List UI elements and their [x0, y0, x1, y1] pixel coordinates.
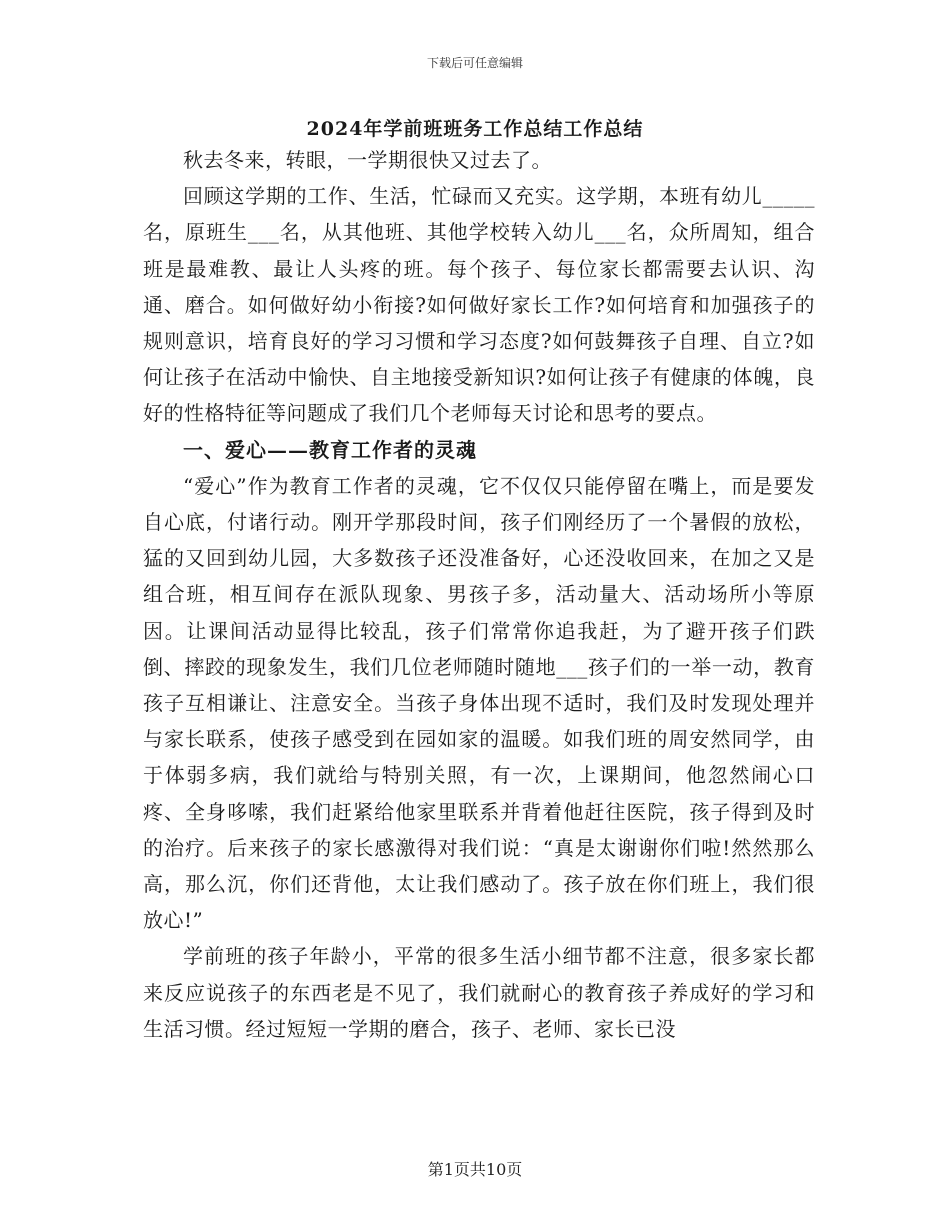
paragraph-intro: 秋去冬来，转眼，一学期很快又过去了。	[183, 148, 552, 172]
paragraph-habits: 学前班的孩子年龄小，平常的很多生活小细节都不注意，很多家长都来反应说孩子的东西老是不见了，我们就耐心的教育孩子养成好的学习和生活习惯。经过短短一学期的磨合，孩子、老师、家长已没	[143, 944, 815, 1041]
document-title: 2024年学前班班务工作总结工作总结	[306, 118, 644, 140]
paragraph-love: “爱心”作为教育工作者的灵魂，它不仅仅只能停留在嘴上，而是要发自心底，付诸行动。刚开学那段时间，孩子们刚经历了一个暑假的放松，猛的又回到幼儿园，大多数孩子还没准备好，心还没收回来，在加之又是组合班，相互间存在派队现象、男孩子多，活动量大、活动场所小等原因。让课间活动显得比较乱，孩子们常常你追我赶，为了避开孩子们跌倒、摔跤的现象发生，我们几位老师随时随地___孩子们的一举一动，教育孩子互相谦让、注意安全。当孩子身体出现不适时，我们及时发现处理并与家长联系，使孩子感受到在园如家的温暖。如我们班的周安然同学，由于体弱多病，我们就给与特别关照，有一次，上课期间，他忽然闹心口疼、全身哆嗦，我们赶紧给他家里联系并背着他赶往医院，孩子得到及时的治疗。后来孩子的家长感激得对我们说：“真是太谢谢你们啦!然然那么高，那么沉，你们还背他，太让我们感动了。孩子放在你们班上，我们很放心!”	[143, 473, 815, 933]
paragraph-review: 回顾这学期的工作、生活，忙碌而又充实。这学期，本班有幼儿_____名，原班生___名，从其他班、其他学校转入幼儿___名，众所周知，组合班是最难教、最让人头疼的班。每个孩子、每位家长都需要去认识、沟通、磨合。如何做好幼小衔接?如何做好家长工作?如何培育和加强孩子的规则意识，培育良好的学习习惯和学习态度?如何鼓舞孩子自理、自立?如何让孩子在活动中愉快、自主地接受新知识?如何让孩子有健康的体魄，良好的性格特征等问题成了我们几个老师每天讨论和思考的要点。	[143, 184, 815, 426]
section-heading-love: 一、爱心——教育工作者的灵魂	[183, 437, 477, 462]
page-number: 第1页共10页	[427, 1160, 523, 1179]
header-note: 下载后可任意编辑	[426, 56, 523, 70]
document-body	[143, 142, 815, 1047]
